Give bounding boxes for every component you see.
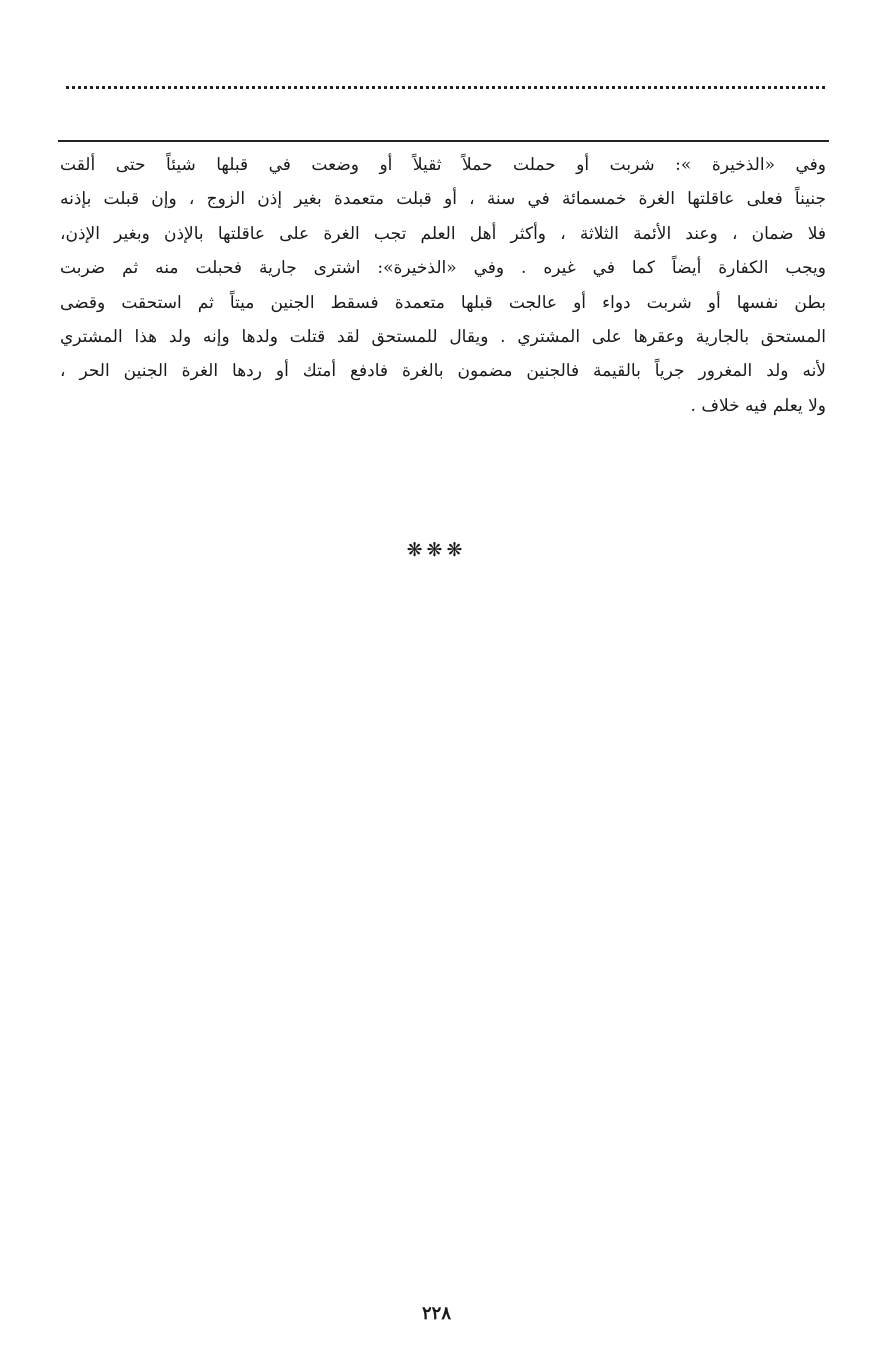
footnote-line: فلا ضمان ، وعند الأئمة الثلاثة ، وأكثر أهل العلم تجب الغرة على عاقلتها بالإذن وبغير الإذن، bbox=[60, 223, 826, 244]
footnote-line: بطن نفسها أو شربت دواء أو عالجت قبلها متعمدة فسقط الجنين ميتاً ثم استحقت وقضى bbox=[60, 292, 826, 313]
footnote-text bbox=[60, 148, 826, 423]
page-number: ٢٢٨ bbox=[421, 1303, 451, 1324]
header-dotted-rule bbox=[66, 86, 825, 89]
footnote-line: جنيناً فعلى عاقلتها الغرة خمسمائة في سنة ، أو قبلت متعمدة بغير إذن الزوج ، وإن قبلت بإذنه bbox=[60, 189, 826, 210]
footnote-line: لأنه ولد المغرور جرياً بالقيمة فالجنين مضمون بالغرة فادفع أمتك أو ردها الغرة الجنين الحر ، bbox=[60, 361, 826, 382]
footnote-separator-line bbox=[58, 140, 829, 142]
footnote-line: ولا يعلم فيه خلاف . bbox=[690, 395, 826, 416]
footnote-line: المستحق بالجارية وعقرها على المشتري . ويقال للمستحق لقد قتلت ولدها وإنه ولد هذا المشتري bbox=[60, 326, 826, 347]
footnote-line: ويجب الكفارة أيضاً كما في غيره . وفي «الذخيرة»: اشترى جارية فحبلت منه ثم ضربت bbox=[60, 258, 826, 279]
section-separator-stars: ❋❋❋ bbox=[406, 539, 467, 561]
footnote-line: وفي «الذخيرة »: شربت أو حملت حملاً ثقيلاً أو وضعت في قبلها شيئاً حتى ألقت bbox=[60, 155, 826, 175]
